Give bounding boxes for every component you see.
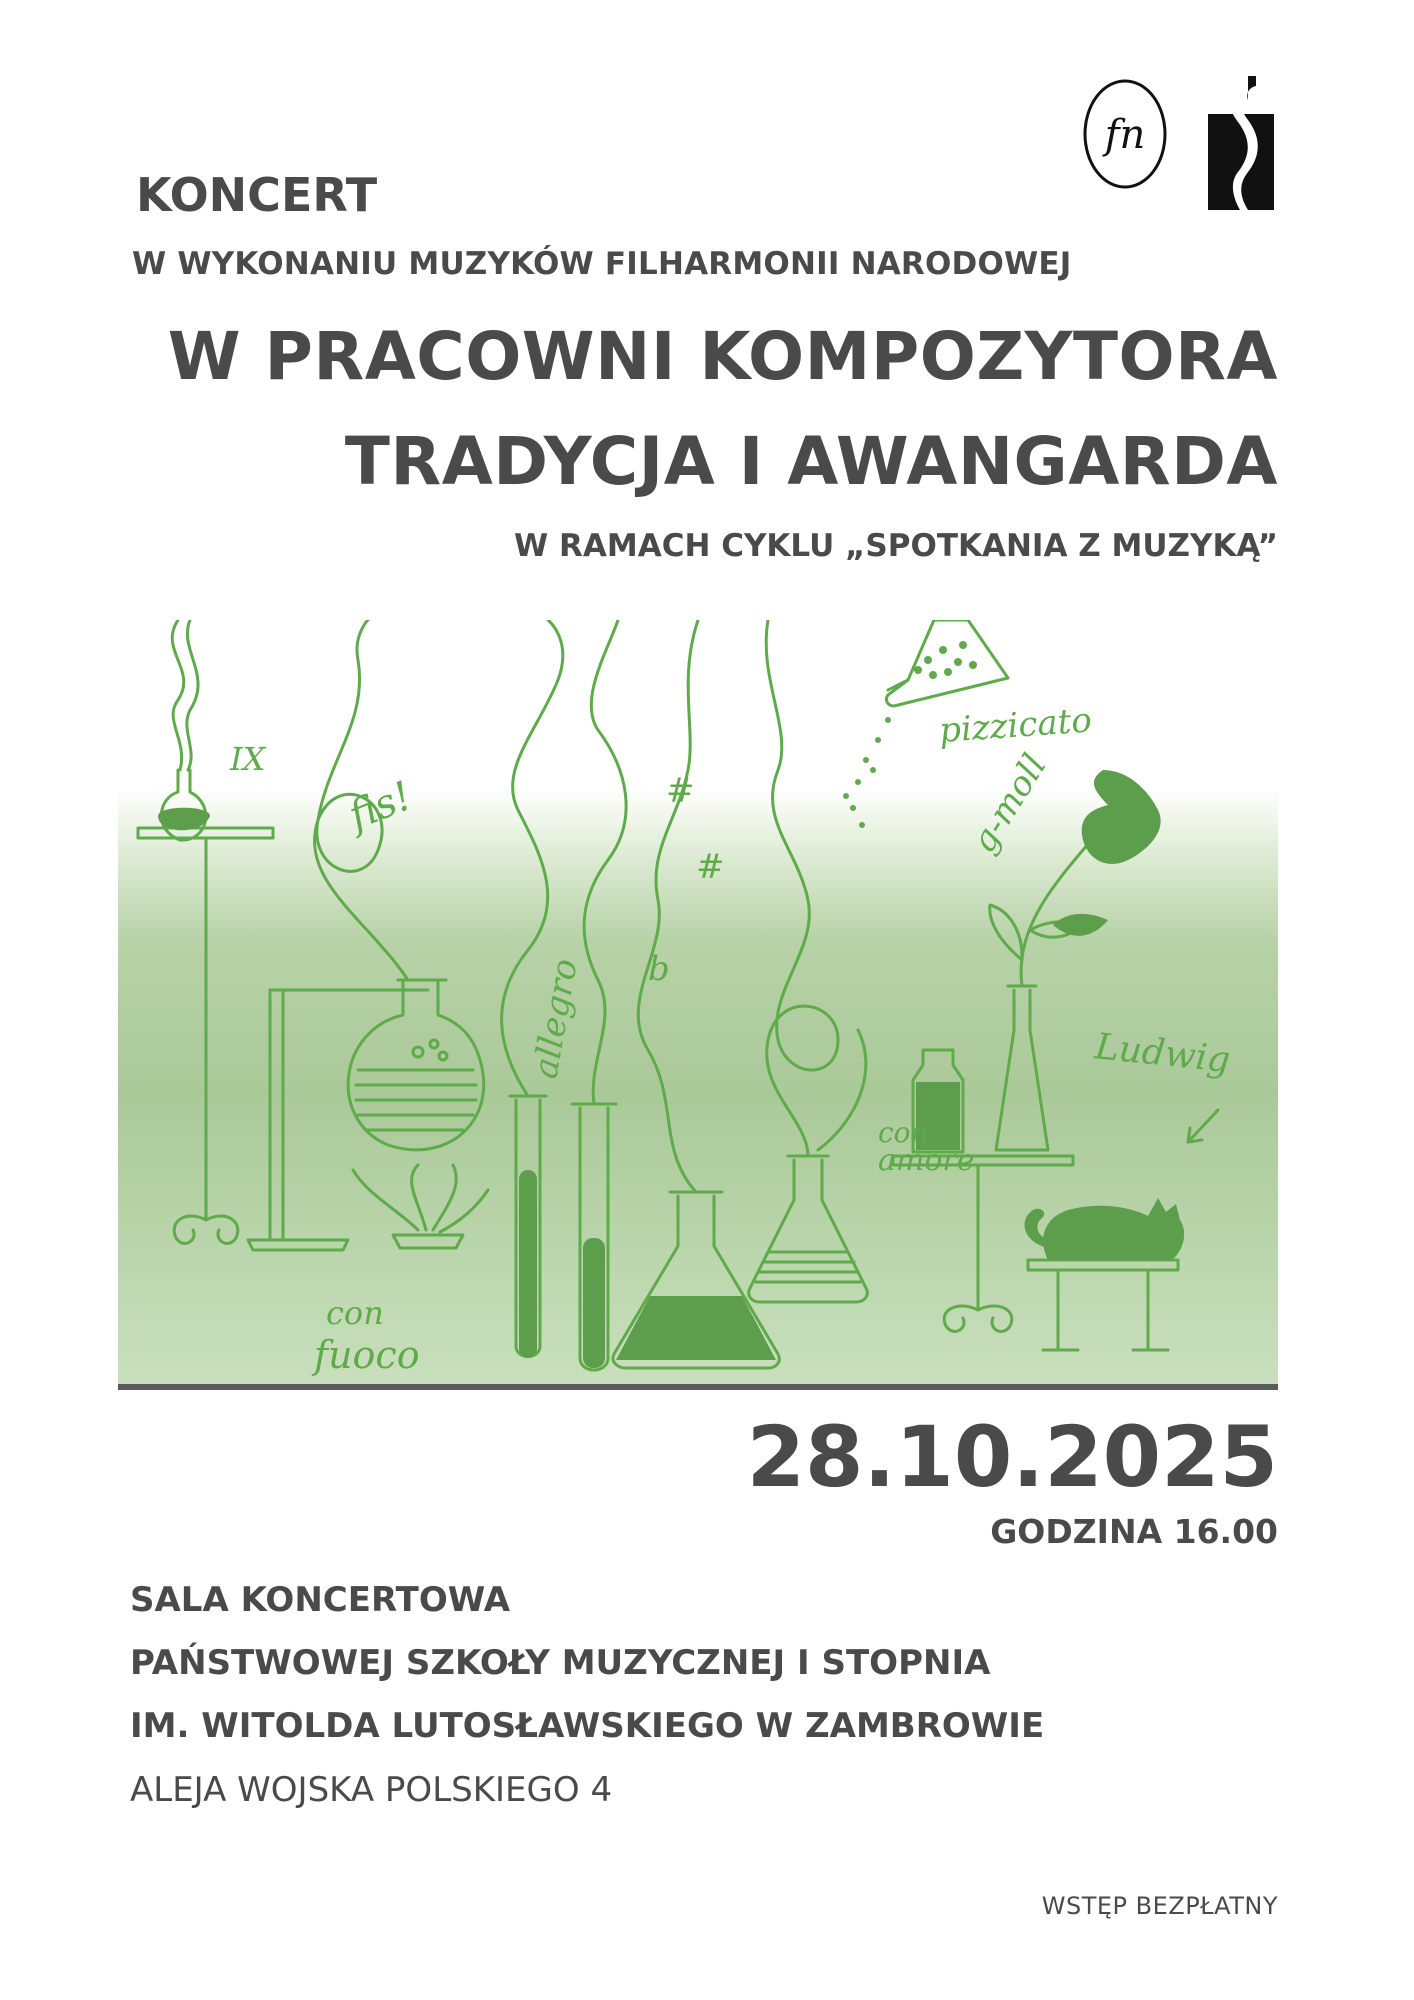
label-con-fuoco-2: fuoco xyxy=(314,1333,420,1377)
arrow-to-cat xyxy=(1188,1110,1218,1142)
flower-bloom xyxy=(1082,770,1161,864)
label-con-amore-2: amore xyxy=(878,1143,975,1178)
performers-line: W WYKONANIU MUZYKÓW FILHARMONII NARODOWEJ xyxy=(132,246,1072,282)
flask-liquid-1 xyxy=(616,1296,776,1360)
laboratory-illustration xyxy=(118,620,1278,1384)
label-ludwig: Ludwig xyxy=(1093,1026,1233,1082)
cat-silhouette xyxy=(1043,1198,1184,1260)
retort-stand xyxy=(248,990,428,1250)
label-con-amore-1: con xyxy=(878,1116,929,1149)
label-sharp-2: # xyxy=(696,847,725,887)
label-g-moll: g-moll xyxy=(963,747,1055,860)
laboratory-drawing xyxy=(118,620,1278,1384)
label-con-fuoco-1: con xyxy=(326,1294,384,1332)
series-line: W RAMACH CYKLU „SPOTKANIA Z MUZYKĄ” xyxy=(514,528,1278,564)
free-entry-note: WSTĘP BEZPŁATNY xyxy=(1041,1892,1278,1920)
smoke-flask-2 xyxy=(766,620,838,1156)
flower-leaf xyxy=(1053,914,1108,936)
label-ix: IX xyxy=(230,740,266,778)
divider-rule xyxy=(118,1384,1278,1390)
title-line-1: W PRACOWNI KOMPOZYTORA xyxy=(167,318,1278,395)
event-date: 28.10.2025 xyxy=(746,1408,1278,1506)
venue-address: ALEJA WOJSKA POLSKIEGO 4 xyxy=(130,1770,613,1810)
round-flask-small xyxy=(138,770,273,1243)
smoke-tube-2 xyxy=(584,620,626,1104)
label-flat: b xyxy=(648,949,670,989)
tipped-beaker xyxy=(886,620,1008,706)
round-bottom-flask xyxy=(348,980,484,1150)
erlenmeyer-flask-2 xyxy=(749,1156,868,1302)
fn-logo-text: fn xyxy=(1104,112,1146,158)
title-line-2: TRADYCJA I AWANGARDA xyxy=(344,423,1278,500)
tube-liquid-2 xyxy=(583,1238,605,1368)
label-allegro: allegro xyxy=(525,955,586,1082)
flower-vase xyxy=(990,820,1108,1150)
flame-leaves xyxy=(353,1165,488,1232)
label-fis: fis! xyxy=(342,772,419,840)
label-pizzicato: pizzicato xyxy=(937,700,1094,751)
venue-line-2: PAŃSTWOWEJ SZKOŁY MUZYCZNEJ I STOPNIA xyxy=(130,1643,991,1683)
event-time: GODZINA 16.00 xyxy=(990,1512,1278,1551)
label-sharp-1: # xyxy=(666,771,695,811)
smoke-flask-1 xyxy=(638,620,698,1192)
cat-table xyxy=(1028,1260,1178,1350)
kicker-koncert: KONCERT xyxy=(136,168,378,222)
venue-line-1: SALA KONCERTOWA xyxy=(130,1580,511,1620)
smoke-left xyxy=(172,620,184,770)
venue-line-3: IM. WITOLDA LUTOSŁAWSKIEGO W ZAMBROWIE xyxy=(130,1706,1045,1746)
tube-liquid-1 xyxy=(519,1170,537,1358)
